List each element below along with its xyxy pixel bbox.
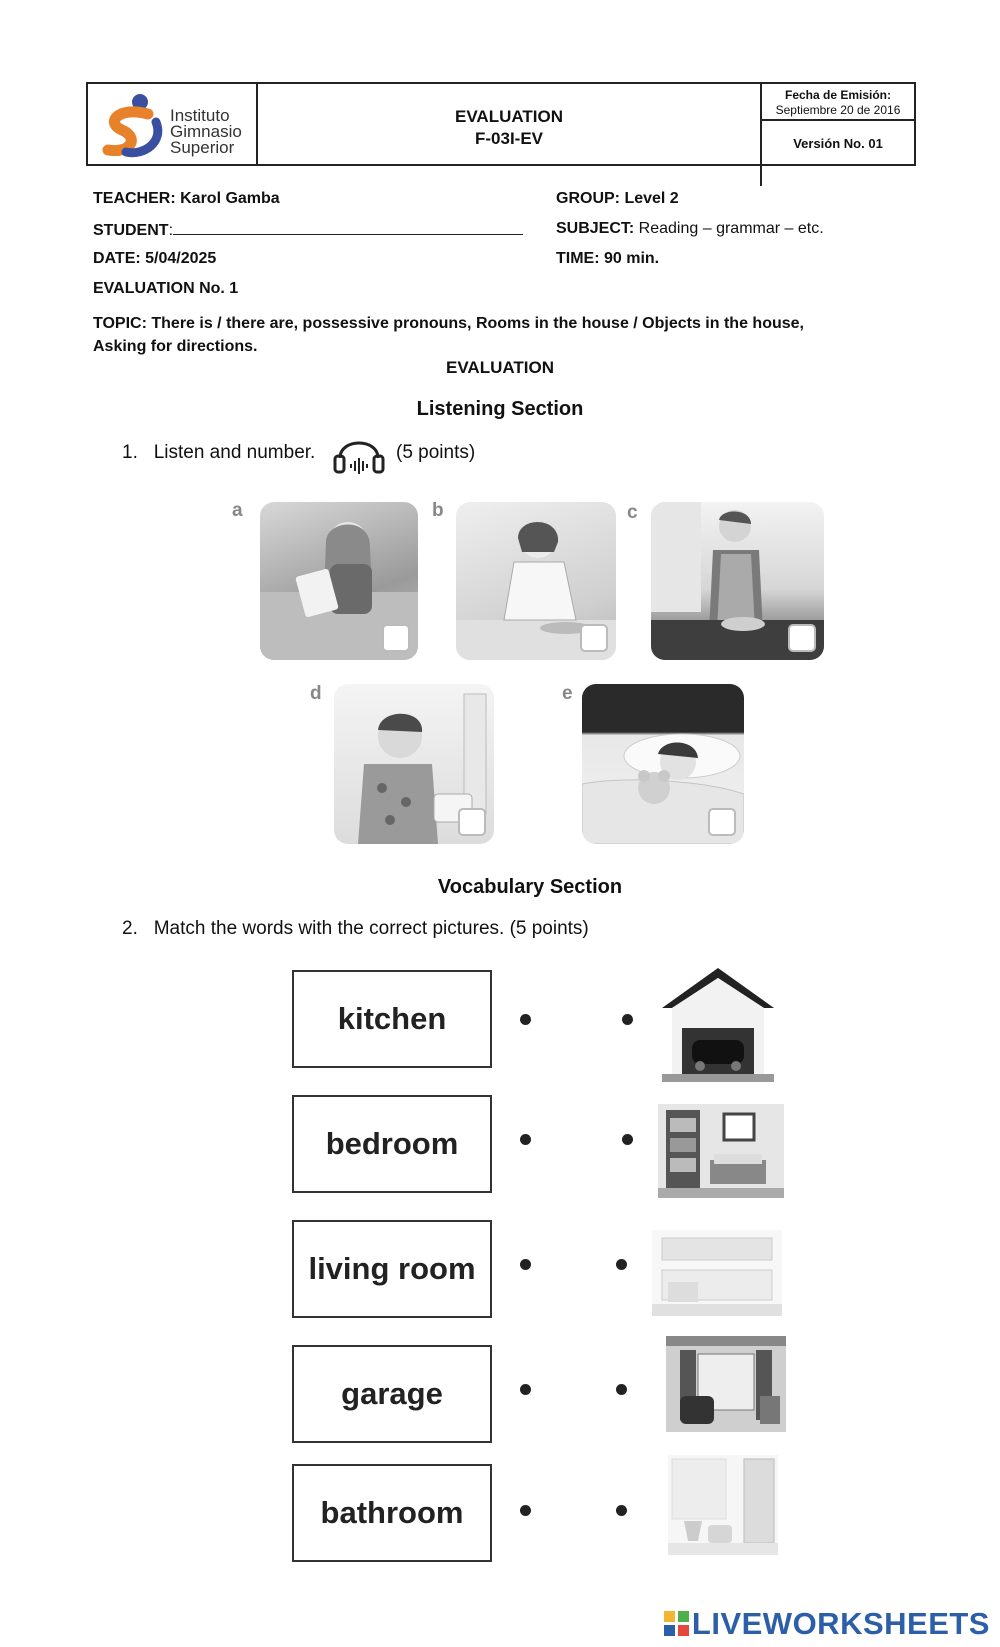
topic-field: [93, 312, 933, 358]
match-dot-left-2[interactable]: [520, 1134, 531, 1145]
student-colon: :: [168, 222, 174, 239]
meta-cell: [762, 84, 914, 164]
match-dot-right-5[interactable]: [616, 1505, 627, 1516]
picture-d-boy-brushing-teeth: [334, 684, 494, 844]
match-dot-left-5[interactable]: [520, 1505, 531, 1516]
number-box-a[interactable]: [382, 624, 410, 652]
question-1-number: 1.: [122, 442, 138, 463]
word-box-kitchen[interactable]: kitchen: [292, 970, 492, 1068]
liveworksheets-brand: [664, 1606, 990, 1642]
picture-e-girl-sleeping: [582, 684, 744, 844]
number-box-e[interactable]: [708, 808, 736, 836]
subject-value: Reading – grammar – etc.: [634, 220, 824, 237]
match-dot-left-4[interactable]: [520, 1384, 531, 1395]
match-dot-left-3[interactable]: [520, 1259, 531, 1270]
emission-date: Septiembre 20 de 2016: [775, 103, 901, 117]
living-room-picture[interactable]: [666, 1336, 786, 1432]
vocabulary-section-heading: Vocabulary Section: [437, 876, 623, 898]
picture-label-e: e: [562, 683, 573, 704]
picture-label-a: a: [232, 500, 243, 521]
liveworksheets-logo-icon: [664, 1611, 690, 1637]
bathroom-picture[interactable]: [668, 1455, 778, 1555]
word-box-living-room[interactable]: living room: [292, 1220, 492, 1318]
emission-label: Fecha de Emisión:: [784, 88, 892, 102]
picture-b-girl-setting-table: [456, 502, 616, 660]
listening-section-heading: Listening Section: [416, 398, 584, 420]
document-title: EVALUATION: [455, 107, 563, 126]
kitchen-picture[interactable]: [652, 1230, 782, 1316]
question-1-text: Listen and number.: [153, 442, 316, 463]
picture-label-d: d: [310, 683, 322, 704]
header-table: [86, 82, 916, 166]
picture-label-c: c: [627, 502, 638, 523]
question-2-number: 2.: [122, 918, 138, 939]
headphones-icon[interactable]: [332, 428, 386, 476]
picture-c-man-cooking: [651, 502, 824, 660]
logo-line-2: Gimnasio: [170, 122, 242, 141]
number-box-c[interactable]: [788, 624, 816, 652]
evaluation-number: EVALUATION No. 1: [93, 280, 239, 297]
date-field: DATE: 5/04/2025: [93, 250, 217, 267]
match-dot-right-1[interactable]: [622, 1014, 633, 1025]
garage-picture[interactable]: [660, 966, 776, 1084]
word-box-garage[interactable]: garage: [292, 1345, 492, 1443]
question-2: [122, 918, 589, 940]
liveworksheets-text: LIVEWORKSHEETS: [691, 1606, 990, 1641]
number-box-b[interactable]: [580, 624, 608, 652]
emission-cell: [762, 84, 914, 121]
picture-a-girl-on-sofa: [260, 502, 418, 660]
bedroom-picture[interactable]: [658, 1104, 784, 1198]
match-dot-right-3[interactable]: [616, 1259, 627, 1270]
teacher-field: TEACHER: Karol Gamba: [93, 190, 280, 207]
number-box-d[interactable]: [458, 808, 486, 836]
student-name-line[interactable]: [173, 220, 523, 235]
logo-cell: [88, 84, 258, 164]
match-dot-right-4[interactable]: [616, 1384, 627, 1395]
match-dot-left-1[interactable]: [520, 1014, 531, 1025]
student-field: [93, 220, 523, 240]
title-cell: [258, 84, 762, 186]
topic-line-1: TOPIC: There is / there are, possessive pronouns, Rooms in the house / Objects in the house,: [93, 315, 804, 332]
student-label: STUDENT: [93, 222, 169, 239]
match-dot-right-2[interactable]: [622, 1134, 633, 1145]
logo-line-3: Superior: [170, 138, 235, 157]
question-1: [122, 442, 315, 464]
word-box-bathroom[interactable]: bathroom: [292, 1464, 492, 1562]
subject-label: SUBJECT:: [556, 220, 635, 237]
subject-field: [556, 220, 824, 238]
logo-text: [170, 108, 242, 156]
question-2-text: Match the words with the correct pictures. (5 points): [153, 918, 589, 939]
picture-label-b: b: [432, 500, 444, 521]
institute-logo-icon: [100, 92, 170, 160]
question-1-points: (5 points): [396, 442, 476, 463]
version-label: Versión No. 01: [793, 136, 883, 151]
topic-line-2: Asking for directions.: [93, 338, 258, 355]
evaluation-heading: EVALUATION: [446, 358, 554, 377]
word-box-bedroom[interactable]: bedroom: [292, 1095, 492, 1193]
document-code: F-03I-EV: [474, 129, 544, 148]
time-field: TIME: 90 min.: [556, 250, 660, 267]
group-field: GROUP: Level 2: [556, 190, 679, 207]
logo-line-1: Instituto: [170, 106, 230, 125]
